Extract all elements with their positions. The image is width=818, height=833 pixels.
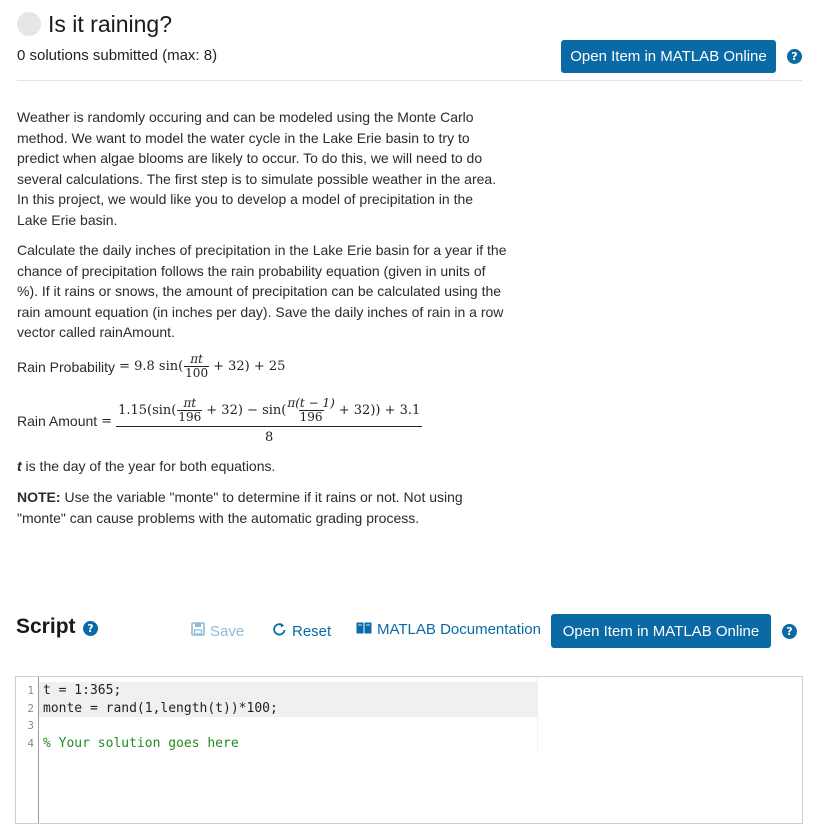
fraction-numerator: πt	[190, 352, 203, 366]
variable-t: t	[17, 458, 22, 474]
fraction-denominator: 196	[178, 410, 202, 424]
matlab-documentation-link[interactable]	[356, 621, 541, 638]
equation-fraction	[184, 353, 209, 380]
fraction-denominator: 196	[299, 410, 323, 424]
line-number-gutter	[16, 677, 39, 823]
equation-term: + 32) − sin(	[206, 403, 287, 418]
book-icon	[356, 621, 372, 638]
reset-icon	[272, 622, 287, 641]
equation-fraction	[287, 397, 334, 424]
rain-amount-equation	[17, 397, 422, 445]
open-matlab-online-button[interactable]: Open Item in MATLAB Online	[561, 40, 776, 73]
script-help-icon[interactable]: ?	[83, 621, 98, 636]
script-open-matlab-online-button[interactable]: Open Item in MATLAB Online	[551, 614, 771, 648]
equation-term: + 32)) + 3.1	[338, 403, 421, 418]
description-paragraph: Weather is randomly occuring and can be modeled using the Monte Carlo method. We want to model the water cycle in the Lake Erie basin to try to predict when algae blooms are likely to occur. To do this, we will need to do several calculations. The first step is to simulate possible weather in the area. In this project, we would like you to develop a model of precipitation in the Lake Erie basin.	[17, 109, 497, 228]
equation-term: =	[101, 413, 113, 429]
save-icon	[191, 622, 205, 640]
grading-note	[17, 487, 477, 529]
line-number: 4	[27, 736, 34, 750]
description-paragraph: Calculate the daily inches of precipitation in the Lake Erie basin for a year if the chance of precipitation follows the rain probability equation (given in units of %). If it rains or snows, the amount of precipitation can be calculated using the rain amount equation (in inches per day). Save the daily inches of rain in a row vector called rainAmount.	[17, 242, 507, 340]
script-help-icon-right[interactable]: ?	[782, 624, 797, 639]
reset-button[interactable]	[272, 622, 331, 641]
divider	[17, 80, 802, 81]
code-line[interactable]: % Your solution goes here	[43, 735, 239, 751]
line-number: 2	[27, 701, 34, 715]
help-icon[interactable]: ?	[787, 49, 802, 64]
line-number: 3	[27, 719, 34, 732]
variable-note	[17, 458, 275, 474]
documentation-label: MATLAB Documentation	[377, 621, 541, 638]
fraction-denominator: 100	[185, 366, 209, 380]
big-fraction-numerator	[116, 397, 422, 426]
code-line[interactable]: monte = rand(1,length(t))*100;	[39, 700, 537, 718]
code-line[interactable]	[39, 717, 537, 735]
code-region-border	[537, 677, 538, 752]
variable-note-text: is the day of the year for both equations.	[21, 458, 276, 474]
reset-label: Reset	[292, 623, 332, 640]
line-number: 1	[27, 684, 34, 697]
big-fraction-denominator: 8	[116, 426, 422, 445]
code-area[interactable]	[39, 682, 537, 752]
save-label: Save	[210, 622, 245, 640]
equation-label: Rain Amount	[17, 413, 98, 429]
note-text: Use the variable "monte" to determine if it rains or not. Not using "monte" can cause problems with the automatic grading process.	[17, 489, 463, 526]
equation-term: = 9.8 sin(	[119, 359, 184, 374]
code-editor[interactable]	[15, 676, 803, 824]
status-indicator	[17, 12, 41, 36]
equation-term: + 32) + 25	[213, 359, 286, 374]
rain-probability-equation	[17, 353, 285, 380]
note-label: NOTE:	[17, 489, 61, 505]
problem-description	[17, 107, 507, 353]
fraction-numerator: πt	[183, 396, 197, 410]
equation-big-fraction	[116, 397, 422, 445]
solutions-count: 0 solutions submitted (max: 8)	[17, 47, 218, 64]
equation-label: Rain Probability	[17, 358, 116, 375]
fraction-numerator: π(t − 1)	[287, 396, 335, 410]
code-line[interactable]: t = 1:365;	[39, 682, 537, 700]
save-button[interactable]	[191, 622, 244, 640]
equation-fraction	[177, 397, 202, 424]
equation-term: 1.15(sin(	[118, 403, 177, 418]
page-title: Is it raining?	[48, 11, 173, 37]
script-title-text: Script	[16, 615, 76, 638]
script-title	[16, 615, 76, 639]
